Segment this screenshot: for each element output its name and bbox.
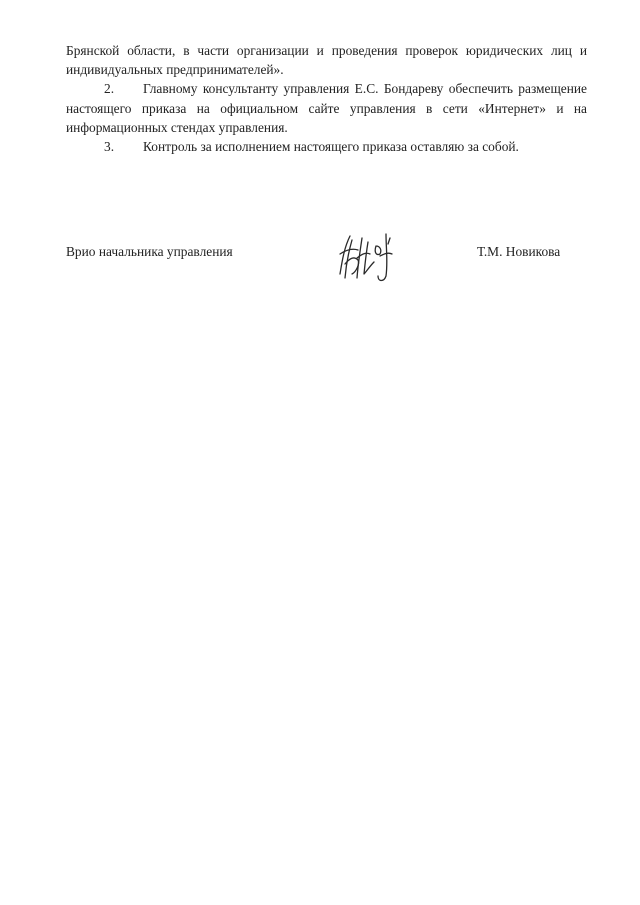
document-body	[66, 41, 587, 156]
item-text: Контроль за исполнением настоящего приказа оставляю за собой.	[143, 139, 519, 155]
signatory-name: Т.М. Новикова	[477, 244, 561, 259]
item-number: 2.	[104, 81, 115, 97]
continued-paragraph: Брянской области, в части организации и проведения проверок юридических лиц и индивидуальных предпринимателей».	[66, 43, 587, 78]
handwritten-signature	[336, 228, 406, 286]
numbered-item-3	[66, 137, 587, 156]
signature-block	[66, 244, 587, 294]
item-text: Главному консультанту управления Е.С. Бондареву обеспечить размещение настоящего приказа на официальном сайте управления в сети «Интернет» и на информационных стендах управления.	[66, 81, 587, 135]
numbered-item-2	[66, 79, 587, 137]
item-number: 3.	[104, 139, 115, 155]
position-title: Врио начальника управления	[66, 244, 233, 259]
